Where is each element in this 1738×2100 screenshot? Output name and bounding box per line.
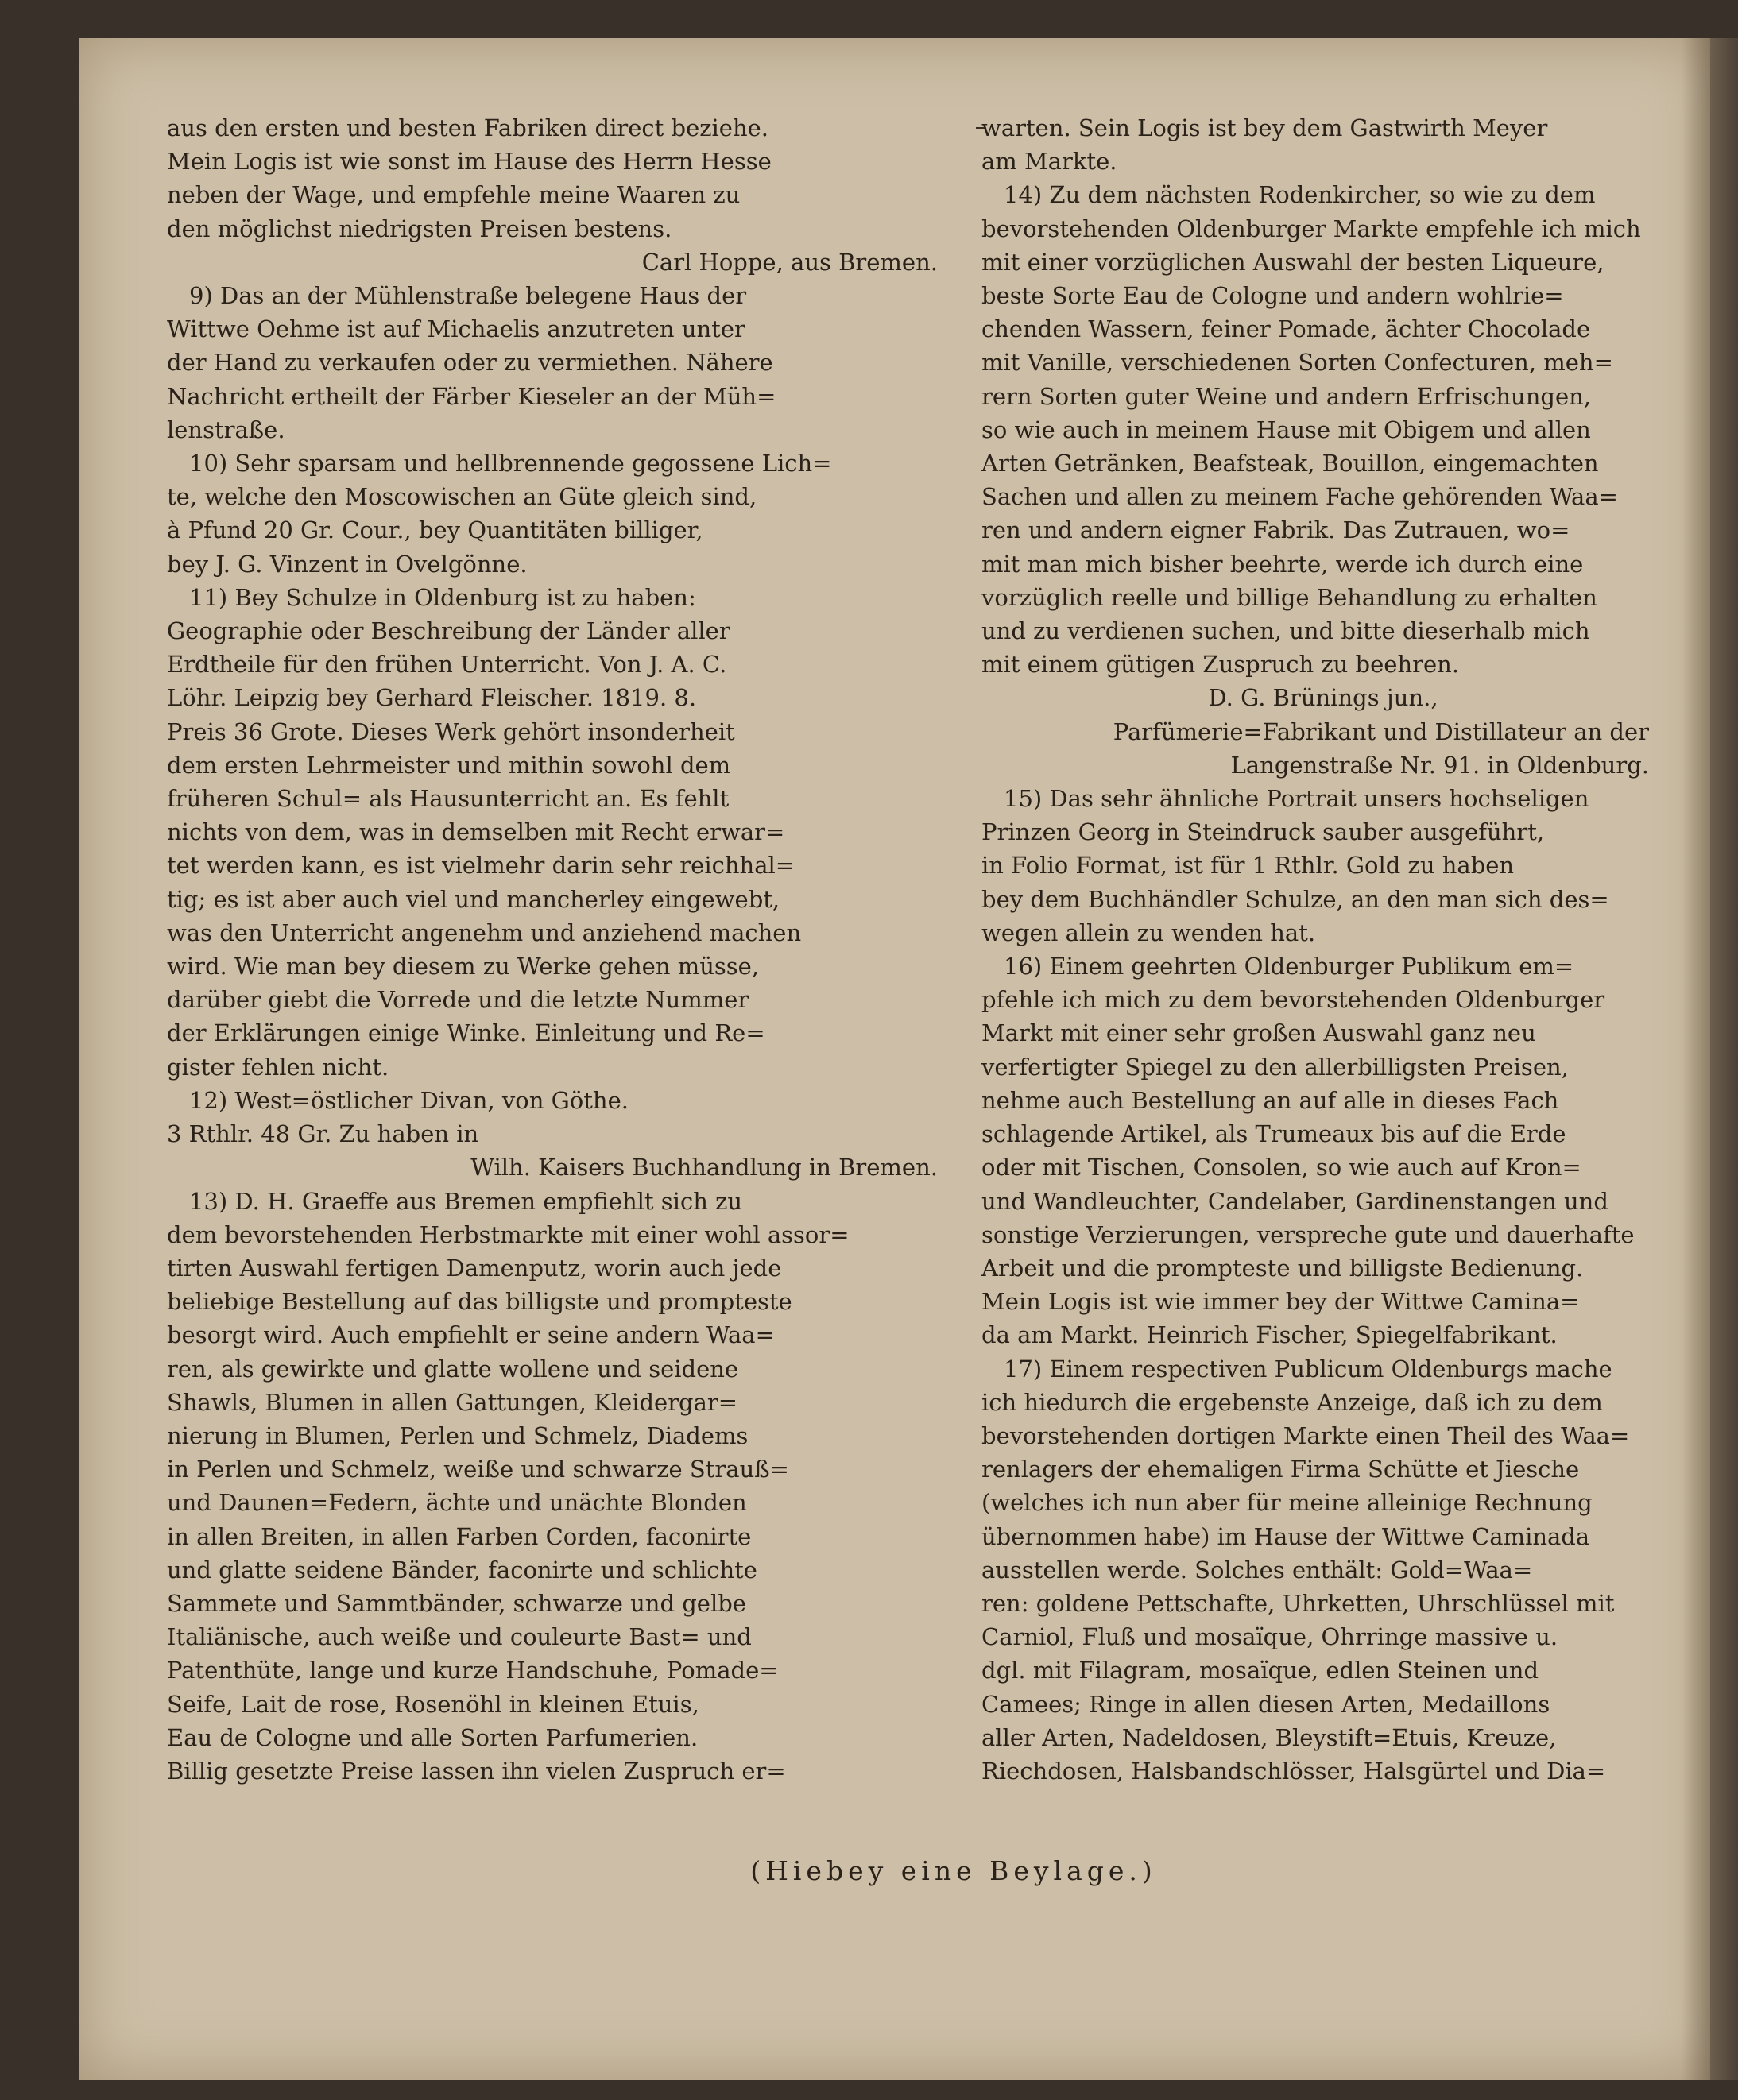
text-line: warten. Sein Logis ist bey dem Gastwirth Meyer: [981, 114, 1548, 141]
text-line: verfertigter Spiegel zu den allerbilligsten Preisen,: [981, 1053, 1569, 1081]
text-line: à Pfund 20 Gr. Cour., bey Quantitäten billiger,: [167, 516, 703, 544]
book-spine: [1709, 38, 1738, 2080]
text-line: mit man mich bisher beehrte, werde ich durch eine: [981, 550, 1584, 578]
text-line: Camees; Ringe in allen diesen Arten, Medaillons: [981, 1690, 1550, 1718]
text-line: ren, als gewirkte und glatte wollene und seidene: [167, 1355, 739, 1383]
text-line: bey dem Buchhändler Schulze, an den man sich des=: [981, 885, 1609, 913]
text-line: früheren Schul= als Hausunterricht an. Es fehlt: [167, 785, 730, 813]
text-line: ren: goldene Pettschafte, Uhrketten, Uhrschlüssel mit: [981, 1589, 1615, 1617]
text-line: so wie auch in meinem Hause mit Obigem und allen: [981, 416, 1591, 443]
text-line: 9) Das an der Mühlenstraße belegene Haus der: [189, 282, 747, 310]
text-line: bevorstehenden Oldenburger Markte empfehle ich mich: [981, 215, 1641, 242]
text-line: 14) Zu dem nächsten Rodenkircher, so wie zu dem: [1004, 181, 1596, 209]
text-line: tig; es ist aber auch viel und mancherley eingewebt,: [167, 885, 780, 913]
text-line: pfehle ich mich zu dem bevorstehenden Oldenburger: [981, 986, 1605, 1014]
text-line: da am Markt. Heinrich Fischer, Spiegelfabrikant.: [981, 1321, 1558, 1349]
text-line: und zu verdienen suchen, und bitte dieserhalb mich: [981, 617, 1590, 645]
text-line: Billig gesetzte Preise lassen ihn vielen Zuspruch er=: [167, 1757, 786, 1785]
text-line: bey J. G. Vinzent in Ovelgönne.: [167, 550, 528, 578]
supplement-note: (Hiebey eine Beylage.): [750, 1855, 1157, 1886]
text-line: rern Sorten guter Weine und andern Erfrischungen,: [981, 382, 1592, 410]
text-line: ausstellen werde. Solches enthält: Gold=Waa=: [981, 1556, 1533, 1584]
text-line: übernommen habe) im Hause der Wittwe Caminada: [981, 1522, 1590, 1550]
text-line: besorgt wird. Auch empfiehlt er seine andern Waa=: [167, 1321, 775, 1349]
text-line: oder mit Tischen, Consolen, so wie auch auf Kron=: [981, 1154, 1581, 1181]
text-line: nierung in Blumen, Perlen und Schmelz, Diadems: [167, 1421, 749, 1449]
text-line: 13) D. H. Graeffe aus Bremen empfiehlt sich zu: [189, 1187, 743, 1215]
text-line: Shawls, Blumen in allen Gattungen, Kleidergar=: [167, 1388, 738, 1416]
text-line: sonstige Verzierungen, verspreche gute und dauerhafte: [981, 1220, 1635, 1248]
text-line: beste Sorte Eau de Cologne und andern wohlrie=: [981, 282, 1564, 310]
text-line: wegen allein zu wenden hat.: [981, 919, 1316, 946]
text-line: Wittwe Oehme ist auf Michaelis anzutreten unter: [167, 315, 745, 343]
text-line: Patenthüte, lange und kurze Handschuhe, Pomade=: [167, 1657, 779, 1684]
text-line: der Erklärungen einige Winke. Einleitung und Re=: [167, 1019, 765, 1047]
text-line: dem bevorstehenden Herbstmarkte mit einer wohl assor=: [167, 1220, 850, 1248]
text-line: den möglichst niedrigsten Preisen bestens.: [167, 215, 672, 242]
text-line: Markt mit einer sehr großen Auswahl ganz neu: [981, 1019, 1536, 1047]
text-line: ren und andern eigner Fabrik. Das Zutrauen, wo=: [981, 516, 1570, 544]
text-line: Mein Logis ist wie immer bey der Wittwe Camina=: [981, 1288, 1580, 1316]
text-line: Preis 36 Grote. Dieses Werk gehört insonderheit: [167, 717, 735, 745]
text-line: dem ersten Lehrmeister und mithin sowohl dem: [167, 751, 731, 779]
text-line: 10) Sehr sparsam und hellbrennende gegossene Lich=: [189, 450, 832, 478]
text-line: te, welche den Moscowischen an Güte gleich sind,: [167, 483, 757, 511]
text-line: aller Arten, Nadeldosen, Bleystift=Etuis, Kreuze,: [981, 1723, 1557, 1751]
text-line: Carniol, Fluß und mosaïque, Ohrringe massive u.: [981, 1623, 1558, 1651]
text-line: der Hand zu verkaufen oder zu vermiethen. Nähere: [167, 349, 773, 377]
text-line: Mein Logis ist wie sonst im Hause des Herrn Hesse: [167, 148, 772, 176]
signature-line: Carl Hoppe, aus Bremen.: [641, 248, 938, 276]
text-line: Sammete und Sammtbänder, schwarze und gelbe: [167, 1589, 746, 1617]
text-line: Erdtheile für den frühen Unterricht. Von J. A. C.: [167, 651, 727, 679]
text-line: am Markte.: [981, 148, 1117, 176]
text-line: Sachen und allen zu meinem Fache gehörenden Waa=: [981, 483, 1618, 511]
text-line: nehme auch Bestellung an auf alle in dieses Fach: [981, 1086, 1559, 1114]
text-line: Italiänische, auch weiße und couleurte Bast= und: [167, 1623, 752, 1651]
signature-line: Parfümerie=Fabrikant und Distillateur an der: [1113, 717, 1649, 745]
right-column: [981, 111, 1665, 1788]
signature-line: D. G. Brünings jun.,: [1208, 684, 1438, 712]
text-line: 16) Einem geehrten Oldenburger Publikum em=: [1004, 953, 1574, 980]
text-line: Nachricht ertheilt der Färber Kieseler an der Müh=: [167, 382, 776, 410]
text-line: dgl. mit Filagram, mosaïque, edlen Steinen und: [981, 1657, 1539, 1684]
text-line: Arbeit und die prompteste und billigste Bedienung.: [981, 1254, 1584, 1282]
text-line: (welches ich nun aber für meine alleinige Rechnung: [981, 1489, 1593, 1517]
text-line: mit einem gütigen Zuspruch zu beehren.: [981, 651, 1460, 679]
text-line: 11) Bey Schulze in Oldenburg ist zu haben:: [189, 583, 696, 611]
text-line: 3 Rthlr. 48 Gr. Zu haben in: [167, 1120, 479, 1148]
text-line: und Daunen=Federn, ächte und unächte Blonden: [167, 1489, 747, 1517]
text-line: schlagende Artikel, als Trumeaux bis auf die Erde: [981, 1120, 1566, 1148]
text-line: beliebige Bestellung auf das billigste und prompteste: [167, 1288, 792, 1316]
text-line: gister fehlen nicht.: [167, 1053, 389, 1081]
text-line: ich hiedurch die ergebenste Anzeige, daß ich zu dem: [981, 1388, 1603, 1416]
text-line: und Wandleuchter, Candelaber, Gardinenstangen und: [981, 1187, 1608, 1215]
text-line: Seife, Lait de rose, Rosenöhl in kleinen Etuis,: [167, 1690, 699, 1718]
text-line: vorzüglich reelle und billige Behandlung zu erhalten: [981, 583, 1597, 611]
text-line: Eau de Cologne und alle Sorten Parfumerien.: [167, 1723, 699, 1751]
text-line: Prinzen Georg in Steindruck sauber ausgeführt,: [981, 818, 1545, 846]
signature-line: Langenstraße Nr. 91. in Oldenburg.: [1230, 751, 1649, 779]
text-line: mit Vanille, verschiedenen Sorten Confecturen, meh=: [981, 349, 1613, 377]
text-line: 12) West=östlicher Divan, von Göthe.: [189, 1086, 629, 1114]
text-line: in Folio Format, ist für 1 Rthlr. Gold zu haben: [981, 852, 1515, 880]
text-line: Geographie oder Beschreibung der Länder aller: [167, 617, 730, 645]
signature-line: Wilh. Kaisers Buchhandlung in Bremen.: [470, 1154, 938, 1181]
text-line: nichts von dem, was in demselben mit Recht erwar=: [167, 818, 785, 846]
text-line: darüber giebt die Vorrede und die letzte Nummer: [167, 986, 749, 1014]
text-line: 15) Das sehr ähnliche Portrait unsers hochseligen: [1004, 785, 1589, 813]
text-line: aus den ersten und besten Fabriken direct beziehe.: [167, 114, 769, 141]
text-line: in allen Breiten, in allen Farben Corden, faconirte: [167, 1522, 752, 1550]
text-line: Löhr. Leipzig bey Gerhard Fleischer. 1819. 8.: [167, 684, 697, 712]
text-line: was den Unterricht angenehm und anziehend machen: [167, 919, 802, 946]
text-line: mit einer vorzüglichen Auswahl der besten Liqueure,: [981, 248, 1604, 276]
text-line: 17) Einem respectiven Publicum Oldenburgs mache: [1004, 1355, 1612, 1383]
text-line: und glatte seidene Bänder, faconirte und schlichte: [167, 1556, 757, 1584]
text-line: renlagers der ehemaligen Firma Schütte et Jiesche: [981, 1456, 1580, 1483]
text-line: lenstraße.: [167, 416, 285, 443]
text-line: neben der Wage, und empfehle meine Waaren zu: [167, 181, 741, 209]
text-line: tirten Auswahl fertigen Damenputz, worin auch jede: [167, 1254, 782, 1282]
text-line: tet werden kann, es ist vielmehr darin sehr reichhal=: [167, 852, 795, 880]
text-line: Arten Getränken, Beafsteak, Bouillon, eingemachten: [981, 450, 1599, 478]
left-column: [167, 111, 954, 1788]
text-line: chenden Wassern, feiner Pomade, ächter Chocolade: [981, 315, 1591, 343]
text-line: in Perlen und Schmelz, weiße und schwarze Strauß=: [167, 1456, 789, 1483]
text-line: wird. Wie man bey diesem zu Werke gehen müsse,: [167, 953, 760, 980]
text-line: Riechdosen, Halsbandschlösser, Halsgürtel und Dia=: [981, 1757, 1606, 1785]
text-line: bevorstehenden dortigen Markte einen Theil des Waa=: [981, 1421, 1630, 1449]
